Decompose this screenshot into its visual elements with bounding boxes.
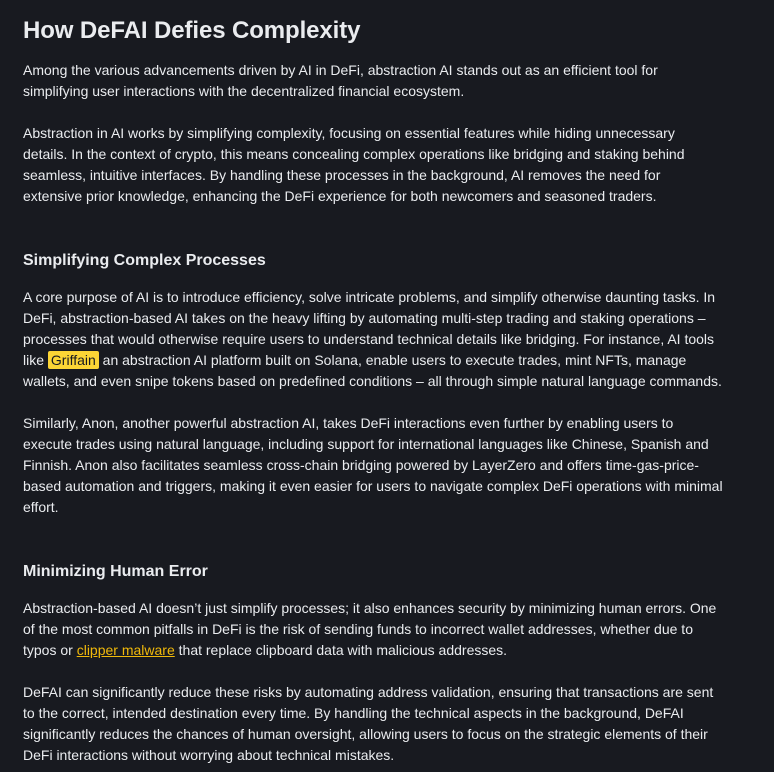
simplifying-paragraph-1 [23, 287, 723, 392]
section-heading-minimizing: Minimizing Human Error [23, 563, 208, 580]
highlighted-term-griffain: Griffain [48, 351, 99, 369]
text-segment: that replace clipboard data with malicious addresses. [174, 642, 508, 658]
minimizing-paragraph-2: DeFAI can significantly reduce these risks by automating address validation, ensuring that transactions are sent to the correct, intended destination every time. By handling the technical aspects in the background, DeFAI significantly reduces the chances of human oversight, allowing users to focus on the strategic elements of their DeFi interactions without worrying about technical mistakes. [23, 684, 714, 763]
minimizing-paragraph-1 [23, 598, 723, 661]
intro-paragraph: Among the various advancements driven by AI in DeFi, abstraction AI stands out as an efficient tool for simplifying user interactions with the decentralized financial ecosystem. [23, 62, 658, 99]
clipper-malware-link[interactable]: clipper malware [76, 642, 175, 658]
abstraction-paragraph: Abstraction in AI works by simplifying complexity, focusing on essential features while hiding unnecessary details. In the context of crypto, this means concealing complex operations like bridging and staking behind seamless, intuitive interfaces. By handling these processes in the background, AI removes the need for extensive prior knowledge, enhancing the DeFi experience for both newcomers and seasoned traders. [23, 125, 685, 204]
text-segment: an abstraction AI platform built on Solana, enable users to execute trades, mint NFTs, manage wallets, and even snipe tokens based on predefined conditions – all through simple natural language commands. [23, 352, 722, 389]
text-segment: A core purpose of AI is to introduce efficiency, solve intricate problems, and simplify otherwise daunting tasks. In DeFi, abstraction-based AI takes on the heavy lifting by automating multi-step trading and staking operations – processes that would otherwise require users to understand technical details like bridging. For instance, AI tools like [23, 289, 716, 368]
article-title: How DeFAI Defies Complexity [23, 17, 361, 44]
simplifying-paragraph-2: Similarly, Anon, another powerful abstraction AI, takes DeFi interactions even further by enabling users to execute trades using natural language, including support for international languages like Chinese, Spanish and Finnish. Anon also facilitates seamless cross-chain bridging powered by LayerZero and offers time-gas-price-based automation and triggers, making it even easier for users to navigate complex DeFi operations with minimal effort. [23, 415, 723, 515]
text-segment: Abstraction-based AI doesn’t just simplify processes; it also enhances security by minimizing human errors. One of the most common pitfalls in DeFi is the risk of sending funds to incorrect wallet addresses, whether due to typos or [23, 600, 717, 658]
section-heading-simplifying: Simplifying Complex Processes [23, 252, 266, 269]
